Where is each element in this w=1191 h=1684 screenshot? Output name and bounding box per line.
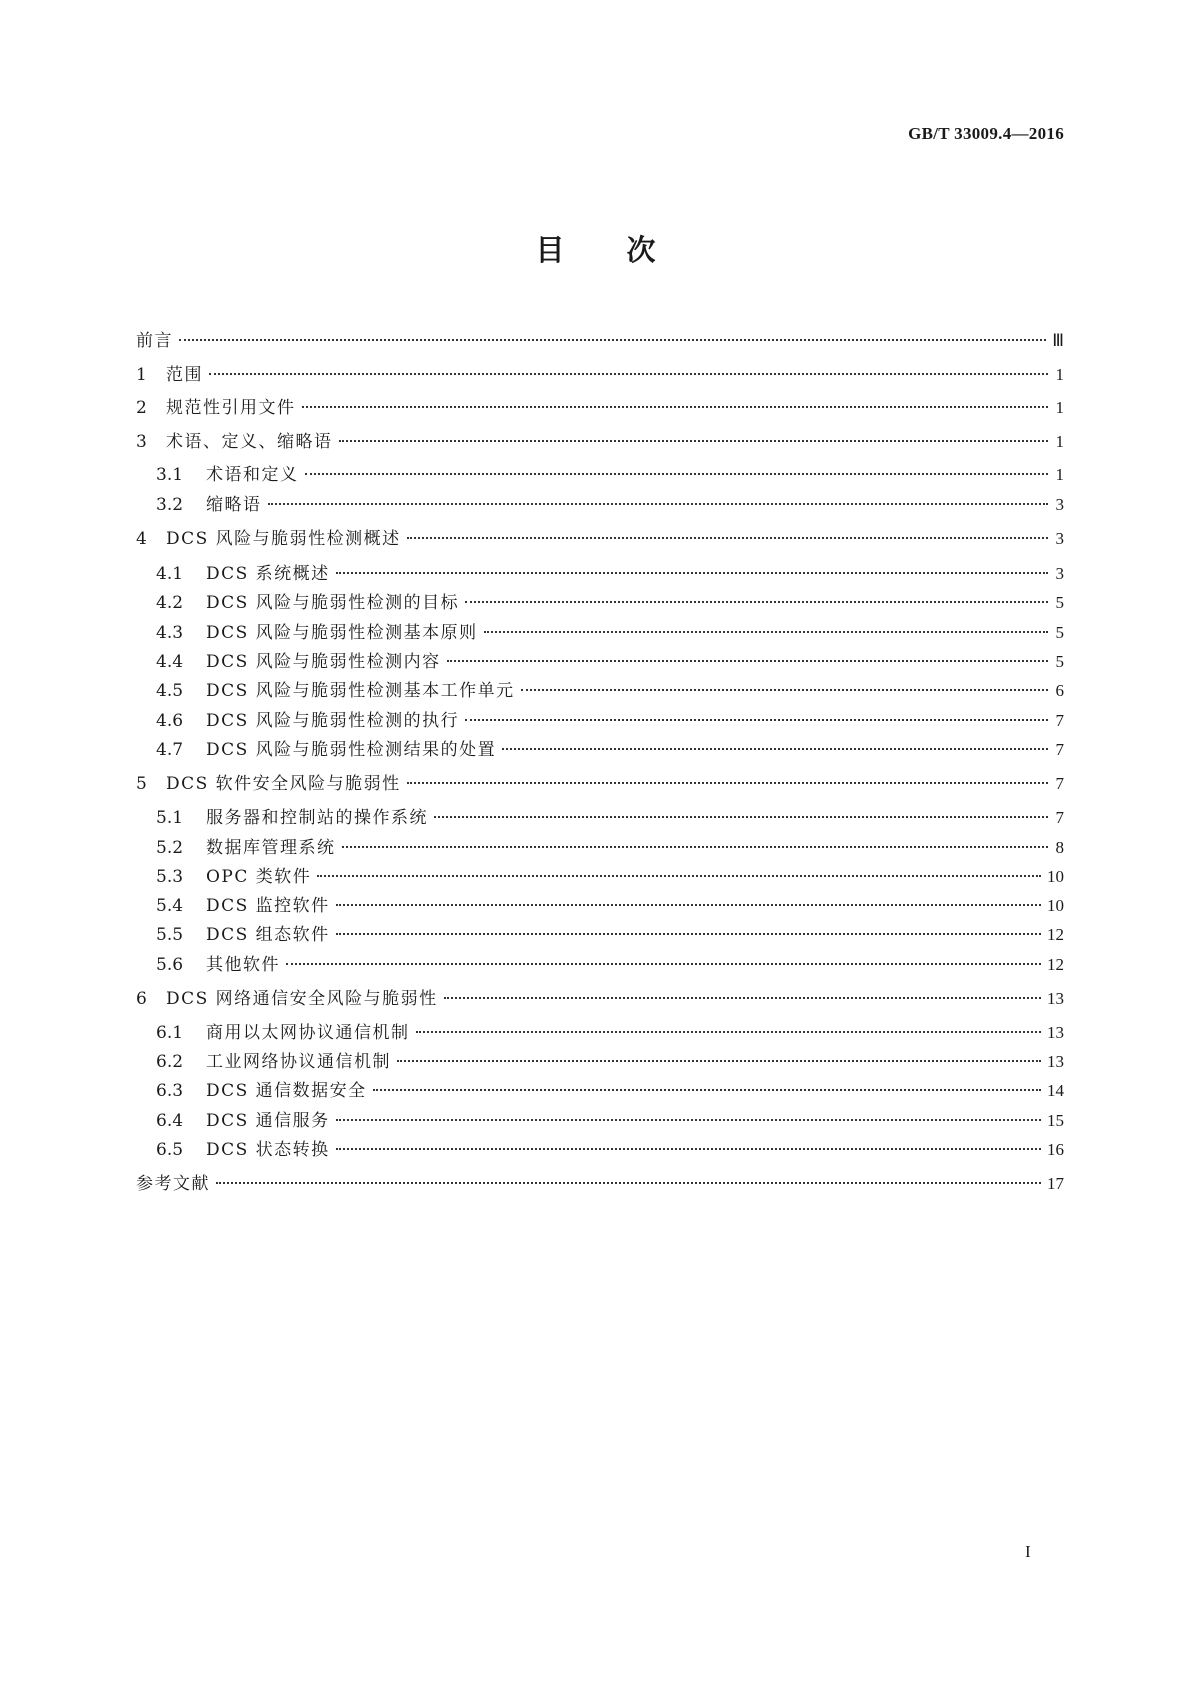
toc-entry-page: 8 xyxy=(1055,838,1064,857)
toc-entry-number: 6.3 xyxy=(156,1081,184,1101)
toc-leader-dots xyxy=(302,405,1049,408)
toc-leader-dots xyxy=(502,747,1048,750)
toc-subentry[interactable] xyxy=(156,862,1064,888)
toc-entry-number: 6.2 xyxy=(156,1052,184,1072)
toc-leader-dots xyxy=(521,688,1048,691)
toc-leader-dots xyxy=(339,439,1049,442)
toc-leader-dots xyxy=(336,1147,1041,1150)
toc-leader-dots xyxy=(447,659,1048,662)
toc-entry-page: Ⅲ xyxy=(1052,331,1064,350)
toc-subentry[interactable] xyxy=(156,950,1064,976)
toc-leader-dots xyxy=(336,903,1041,906)
toc-leader-dots xyxy=(465,718,1048,721)
toc-entry-page: 3 xyxy=(1055,564,1064,583)
toc-leader-dots xyxy=(407,781,1048,784)
toc-entry-number: 4.3 xyxy=(156,623,184,643)
toc-entry-label: DCS 风险与脆弱性检测结果的处置 xyxy=(206,740,497,760)
toc-leader-dots xyxy=(216,1181,1041,1184)
toc-subentry[interactable] xyxy=(156,833,1064,859)
toc-entry-number: 5.4 xyxy=(156,896,184,916)
toc-entry-label: DCS 软件安全风险与脆弱性 xyxy=(166,774,401,794)
toc-entry-number: 4.6 xyxy=(156,711,184,731)
toc-entry[interactable] xyxy=(136,360,1064,386)
toc-entry-number: 5.3 xyxy=(156,867,184,887)
toc-leader-dots xyxy=(444,996,1041,999)
toc-entry-label: DCS 监控软件 xyxy=(206,896,330,916)
toc-entry-label: 前言 xyxy=(136,331,173,351)
toc-entry-label: 术语、定义、缩略语 xyxy=(166,432,333,452)
toc-entry-label: DCS 风险与脆弱性检测基本工作单元 xyxy=(206,681,515,701)
toc-entry-number: 6 xyxy=(136,989,147,1009)
toc-subentry[interactable] xyxy=(156,460,1064,486)
toc-entry-page: 16 xyxy=(1047,1140,1064,1159)
toc-entry-number: 6.5 xyxy=(156,1140,184,1160)
toc-entry-label: DCS 系统概述 xyxy=(206,564,330,584)
toc-subentry[interactable] xyxy=(156,891,1064,917)
toc-entry-number: 4.7 xyxy=(156,740,184,760)
toc-entry-label: DCS 状态转换 xyxy=(206,1140,330,1160)
toc-entry-number: 5 xyxy=(136,774,147,794)
toc-entry-page: 6 xyxy=(1055,681,1064,700)
toc-subentry[interactable] xyxy=(156,920,1064,946)
toc-entry[interactable] xyxy=(136,524,1064,550)
toc-leader-dots xyxy=(336,1118,1041,1121)
toc-entry-label: 数据库管理系统 xyxy=(206,838,336,858)
toc-entry-label: DCS 组态软件 xyxy=(206,925,330,945)
toc-entry-number: 5.1 xyxy=(156,808,184,828)
toc-entry-number: 2 xyxy=(136,398,147,418)
toc-entry-label: DCS 通信数据安全 xyxy=(206,1081,367,1101)
toc-entry-page: 10 xyxy=(1047,896,1064,915)
toc-entry-number: 4.5 xyxy=(156,681,184,701)
toc-entry-page: 3 xyxy=(1055,495,1064,514)
toc-subentry[interactable] xyxy=(156,647,1064,673)
toc-entry-page: 13 xyxy=(1047,1023,1064,1042)
toc-subentry[interactable] xyxy=(156,1076,1064,1102)
toc-leader-dots xyxy=(286,962,1041,965)
toc-subentry[interactable] xyxy=(156,735,1064,761)
toc-leader-dots xyxy=(342,845,1049,848)
toc-subentry[interactable] xyxy=(156,1106,1064,1132)
toc-entry-number: 5.5 xyxy=(156,925,184,945)
toc-subentry[interactable] xyxy=(156,618,1064,644)
toc-entry-number: 3.2 xyxy=(156,495,184,515)
toc-entry-page: 1 xyxy=(1055,432,1064,451)
toc-entry-number: 6.4 xyxy=(156,1111,184,1131)
toc-entry-label: DCS 通信服务 xyxy=(206,1111,330,1131)
toc-entry[interactable] xyxy=(136,1169,1064,1195)
toc-leader-dots xyxy=(434,815,1048,818)
toc-entry-label: 缩略语 xyxy=(206,495,262,515)
page-title: 目次 xyxy=(535,233,718,267)
toc-leader-dots xyxy=(484,630,1048,633)
toc-entry-label: 其他软件 xyxy=(206,955,280,975)
page-number: I xyxy=(1025,1542,1031,1561)
toc-entry-number: 3.1 xyxy=(156,465,184,485)
toc-entry[interactable] xyxy=(136,393,1064,419)
toc-entry-label: DCS 风险与脆弱性检测基本原则 xyxy=(206,623,478,643)
toc-entry-page: 1 xyxy=(1055,465,1064,484)
toc-entry-page: 15 xyxy=(1047,1111,1064,1130)
toc-leader-dots xyxy=(416,1030,1042,1033)
toc-entry-label: 术语和定义 xyxy=(206,465,299,485)
toc-entry-label: DCS 风险与脆弱性检测的执行 xyxy=(206,711,460,731)
toc-subentry[interactable] xyxy=(156,1018,1064,1044)
toc-subentry[interactable] xyxy=(156,559,1064,585)
toc-entry-page: 12 xyxy=(1047,925,1064,944)
toc-entry-page: 7 xyxy=(1055,740,1064,759)
toc-subentry[interactable] xyxy=(156,1047,1064,1073)
toc-leader-dots xyxy=(336,571,1048,574)
toc-entry-page: 7 xyxy=(1055,808,1064,827)
toc-leader-dots xyxy=(336,932,1041,935)
toc-entry-label: 规范性引用文件 xyxy=(166,398,296,418)
toc-entry-number: 5.6 xyxy=(156,955,184,975)
toc-entry-page: 14 xyxy=(1047,1081,1064,1100)
toc-leader-dots xyxy=(397,1059,1041,1062)
toc-entry[interactable] xyxy=(136,427,1064,453)
toc-subentry[interactable] xyxy=(156,706,1064,732)
toc-entry-page: 5 xyxy=(1055,623,1064,642)
toc-entry-label: OPC 类软件 xyxy=(206,867,312,887)
toc-entry-page: 1 xyxy=(1055,398,1064,417)
toc-entry-label: 服务器和控制站的操作系统 xyxy=(206,808,428,828)
toc-leader-dots xyxy=(179,338,1046,341)
toc-subentry[interactable] xyxy=(156,490,1064,516)
toc-leader-dots xyxy=(305,472,1049,475)
toc-entry-page: 17 xyxy=(1047,1174,1064,1193)
toc-entry-label: DCS 风险与脆弱性检测概述 xyxy=(166,529,401,549)
toc-leader-dots xyxy=(465,600,1048,603)
toc-subentry[interactable] xyxy=(156,803,1064,829)
toc-entry[interactable] xyxy=(136,326,1064,352)
toc-entry-page: 5 xyxy=(1055,652,1064,671)
toc-leader-dots xyxy=(373,1088,1041,1091)
toc-entry-page: 7 xyxy=(1055,774,1064,793)
toc-entry-number: 4.4 xyxy=(156,652,184,672)
toc-entry-label: 工业网络协议通信机制 xyxy=(206,1052,391,1072)
toc-entry[interactable] xyxy=(136,769,1064,795)
toc-entry-page: 10 xyxy=(1047,867,1064,886)
toc-subentry[interactable] xyxy=(156,676,1064,702)
toc-entry-number: 4.2 xyxy=(156,593,184,613)
toc-entry-number: 1 xyxy=(136,365,147,385)
toc-entry-page: 7 xyxy=(1055,711,1064,730)
toc-entry-page: 5 xyxy=(1055,593,1064,612)
toc-subentry[interactable] xyxy=(156,588,1064,614)
toc-entry[interactable] xyxy=(136,984,1064,1010)
toc-entry-number: 6.1 xyxy=(156,1023,184,1043)
toc-entry-label: DCS 风险与脆弱性检测的目标 xyxy=(206,593,460,613)
toc-entry-label: DCS 风险与脆弱性检测内容 xyxy=(206,652,441,672)
toc-entry-page: 3 xyxy=(1055,529,1064,548)
toc-entry-page: 13 xyxy=(1047,989,1064,1008)
toc-entry-label: 商用以太网协议通信机制 xyxy=(206,1023,410,1043)
standard-code: GB/T 33009.4—2016 xyxy=(908,124,1064,143)
toc-leader-dots xyxy=(317,874,1041,877)
toc-leader-dots xyxy=(209,372,1048,375)
toc-entry-page: 12 xyxy=(1047,955,1064,974)
toc-leader-dots xyxy=(407,536,1048,539)
toc-entry-number: 4 xyxy=(136,529,147,549)
toc-entry-label: DCS 网络通信安全风险与脆弱性 xyxy=(166,989,438,1009)
toc-entry-label: 范围 xyxy=(166,365,203,385)
toc-subentry[interactable] xyxy=(156,1135,1064,1161)
toc-entry-number: 5.2 xyxy=(156,838,184,858)
toc-entry-number: 3 xyxy=(136,432,147,452)
toc-entry-page: 13 xyxy=(1047,1052,1064,1071)
toc-entry-page: 1 xyxy=(1055,365,1064,384)
toc-entry-label: 参考文献 xyxy=(136,1174,210,1194)
toc-entry-number: 4.1 xyxy=(156,564,184,584)
toc-leader-dots xyxy=(268,502,1049,505)
